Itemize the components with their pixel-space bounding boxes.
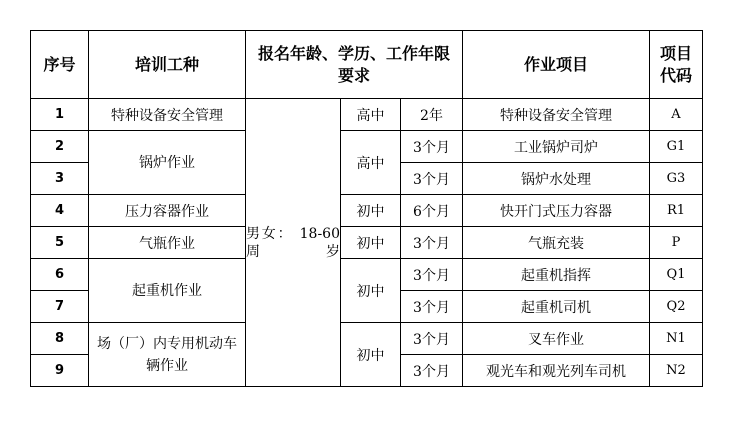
training-table	[30, 30, 703, 387]
training-type: 锅炉作业	[89, 131, 246, 195]
age-requirement	[246, 99, 341, 387]
row-number: 2	[31, 131, 89, 163]
work-item: 特种设备安全管理	[463, 99, 650, 131]
row-number: 9	[31, 355, 89, 387]
training-type: 特种设备安全管理	[89, 99, 246, 131]
work-years: 3个月	[401, 227, 463, 259]
education: 初中	[341, 259, 401, 323]
header-no: 序号	[31, 31, 89, 99]
table-row	[31, 99, 703, 131]
header-item: 作业项目	[463, 31, 650, 99]
work-item: 观光车和观光列车司机	[463, 355, 650, 387]
work-years: 3个月	[401, 355, 463, 387]
education: 初中	[341, 195, 401, 227]
education: 初中	[341, 323, 401, 387]
training-type: 场（厂）内专用机动车辆作业	[89, 323, 246, 387]
header-row	[31, 31, 703, 99]
table-row	[31, 227, 703, 259]
work-years: 6个月	[401, 195, 463, 227]
row-number: 7	[31, 291, 89, 323]
item-code: N1	[650, 323, 703, 355]
work-years: 3个月	[401, 291, 463, 323]
education: 高中	[341, 131, 401, 195]
work-item: 气瓶充装	[463, 227, 650, 259]
table-row	[31, 131, 703, 163]
training-type: 压力容器作业	[89, 195, 246, 227]
item-code: R1	[650, 195, 703, 227]
training-type: 气瓶作业	[89, 227, 246, 259]
header-code: 项目代码	[650, 31, 703, 99]
table-row	[31, 323, 703, 355]
item-code: G1	[650, 131, 703, 163]
work-item: 快开门式压力容器	[463, 195, 650, 227]
item-code: A	[650, 99, 703, 131]
work-years: 2年	[401, 99, 463, 131]
work-years: 3个月	[401, 163, 463, 195]
education: 初中	[341, 227, 401, 259]
education: 高中	[341, 99, 401, 131]
work-years: 3个月	[401, 323, 463, 355]
item-code: P	[650, 227, 703, 259]
work-years: 3个月	[401, 131, 463, 163]
row-number: 3	[31, 163, 89, 195]
work-years: 3个月	[401, 259, 463, 291]
row-number: 1	[31, 99, 89, 131]
item-code: N2	[650, 355, 703, 387]
table-row	[31, 259, 703, 291]
item-code: G3	[650, 163, 703, 195]
item-code: Q1	[650, 259, 703, 291]
work-item: 工业锅炉司炉	[463, 131, 650, 163]
header-training: 培训工种	[89, 31, 246, 99]
table-row	[31, 195, 703, 227]
item-code: Q2	[650, 291, 703, 323]
row-number: 4	[31, 195, 89, 227]
age-requirement-text: 男女： 18-60周岁	[246, 225, 340, 260]
row-number: 6	[31, 259, 89, 291]
work-item: 叉车作业	[463, 323, 650, 355]
header-requirement: 报名年龄、学历、工作年限要求	[246, 31, 463, 99]
row-number: 5	[31, 227, 89, 259]
work-item: 起重机司机	[463, 291, 650, 323]
row-number: 8	[31, 323, 89, 355]
work-item: 起重机指挥	[463, 259, 650, 291]
training-type: 起重机作业	[89, 259, 246, 323]
work-item: 锅炉水处理	[463, 163, 650, 195]
